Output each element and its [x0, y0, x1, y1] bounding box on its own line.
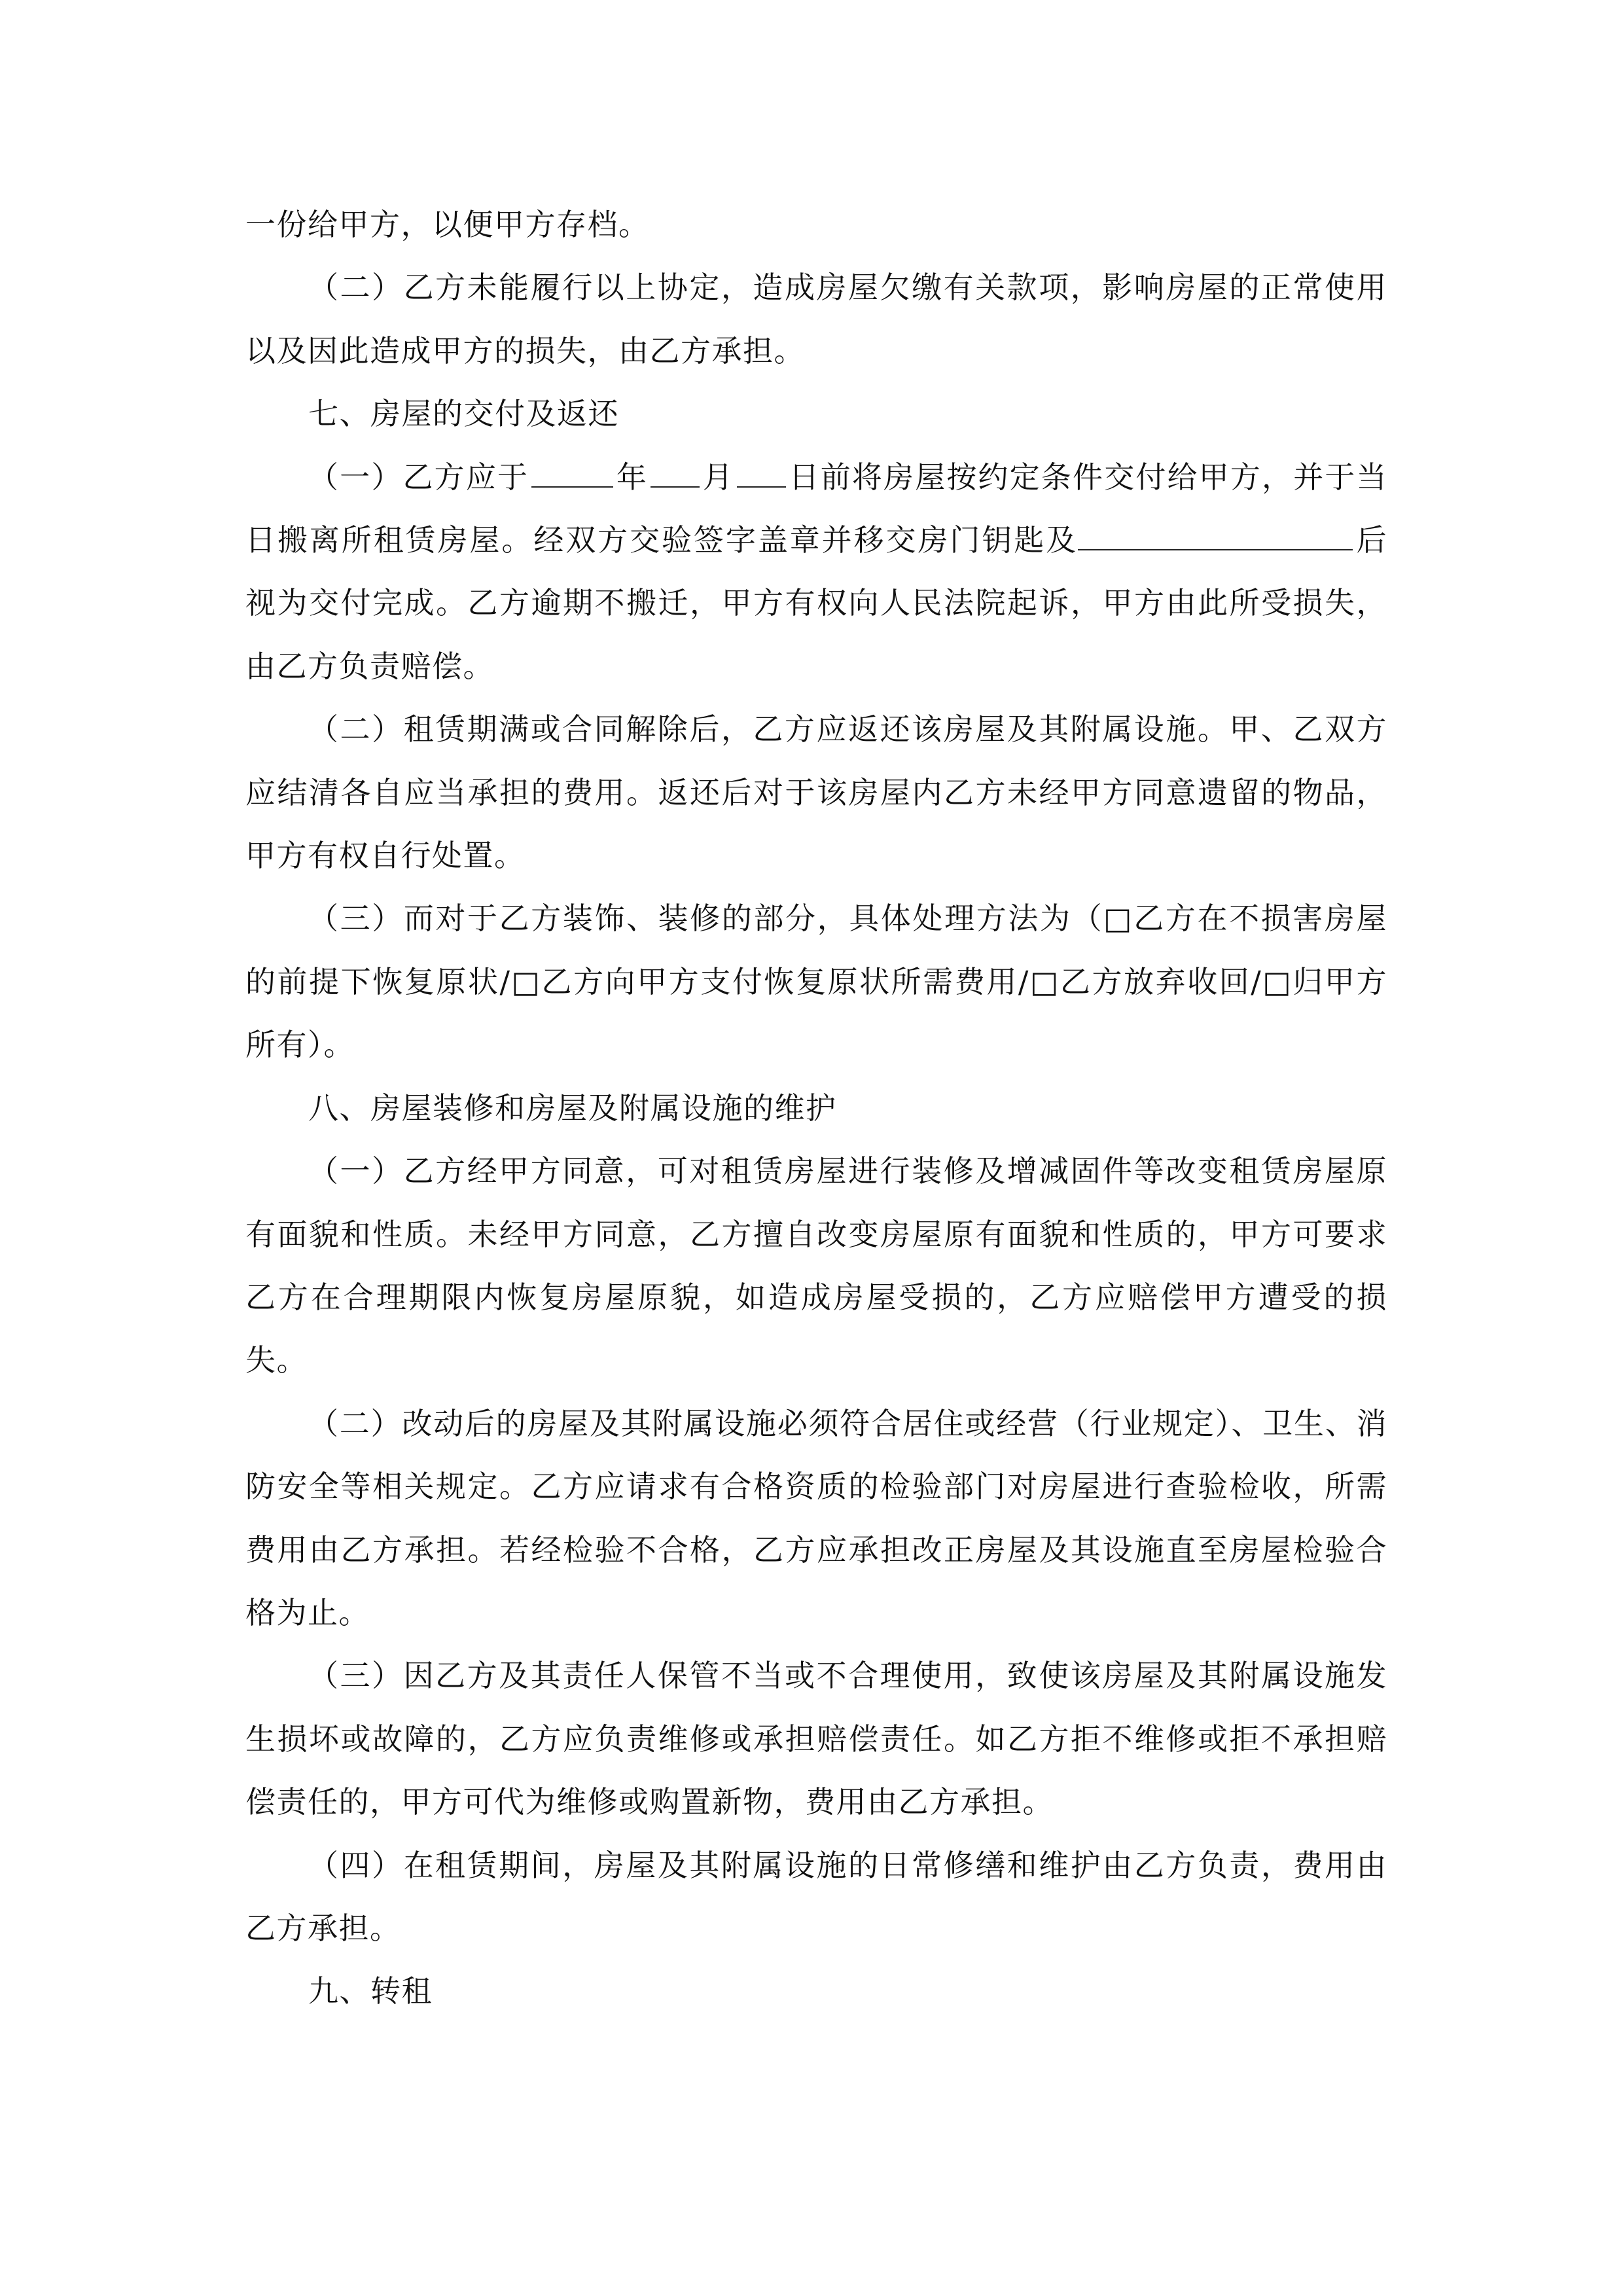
clause-7-1-text-d: 日前将房屋按约定条件交付给甲方，并于当日搬离所租赁房屋。经双方交验签字盖章并移交房门钥匙及: [245, 459, 1388, 558]
paragraph-clause-8-3: （三）因乙方及其责任人保管不当或不合理使用，致使该房屋及其附属设施发生损坏或故障的，乙方应负责维修或承担赔偿责任。如乙方拒不维修或拒不承担赔偿责任的，甲方可代为维修或购置新物，费用由乙方承担。: [245, 1658, 1387, 1820]
document-body: [245, 193, 1387, 2023]
paragraph-clause-7-2: （二）租赁期满或合同解除后，乙方应返还该房屋及其附属设施。甲、乙双方应结清各自应当承担的费用。返还后对于该房屋内乙方未经甲方同意遗留的物品，甲方有权自行处置。: [245, 711, 1387, 874]
clause-7-1-text-a: （一）乙方应于: [308, 459, 529, 495]
paragraph-clause-7-1: [245, 446, 1387, 698]
clause-7-1-text-year: 年: [616, 459, 649, 495]
paragraph-continuation: 一份给甲方，以便甲方存档。: [245, 207, 650, 242]
paragraph-clause-6-2: （二）乙方未能履行以上协定，造成房屋欠缴有关款项，影响房屋的正常使用以及因此造成甲方的损失，由乙方承担。: [245, 270, 1387, 368]
section-heading-8: 八、房屋装修和房屋及附属设施的维护: [308, 1090, 837, 1126]
paragraph-clause-7-3: （三）而对于乙方装饰、装修的部分，具体处理方法为（□乙方在不损害房屋的前提下恢复原状/□乙方向甲方支付恢复原状所需费用/□乙方放弃收回/□归甲方所有）。: [245, 901, 1387, 1063]
month-blank: [651, 460, 700, 488]
year-blank: [531, 460, 613, 488]
clause-7-1-text-month: 月: [702, 459, 734, 495]
section-heading-9: 九、转租: [308, 1973, 433, 2009]
paragraph-clause-8-1: （一）乙方经甲方同意，可对租赁房屋进行装修及增减固件等改变租赁房屋原有面貌和性质。未经甲方同意，乙方擅自改变房屋原有面貌和性质的，甲方可要求乙方在合理期限内恢复房屋原貌，如造成房屋受损的，乙方应赔偿甲方遭受的损失。: [245, 1153, 1387, 1378]
items-blank: [1078, 523, 1353, 550]
clause-7-1-text-e: 后视为交付完成。乙方逾期不搬迁，甲方有权向人民法院起诉，甲方由此所受损失，由乙方负责赔偿。: [245, 522, 1388, 684]
section-heading-7: 七、房屋的交付及返还: [308, 396, 619, 432]
day-blank: [737, 460, 786, 488]
paragraph-clause-8-4: （四）在租赁期间，房屋及其附属设施的日常修缮和维护由乙方负责，费用由乙方承担。: [245, 1847, 1387, 1946]
paragraph-clause-8-2: （二）改动后的房屋及其附属设施必须符合居住或经营（行业规定）、卫生、消防安全等相关规定。乙方应请求有合格资质的检验部门对房屋进行查验检收，所需费用由乙方承担。若经检验不合格，乙方应承担改正房屋及其设施直至房屋检验合格为止。: [245, 1405, 1387, 1630]
